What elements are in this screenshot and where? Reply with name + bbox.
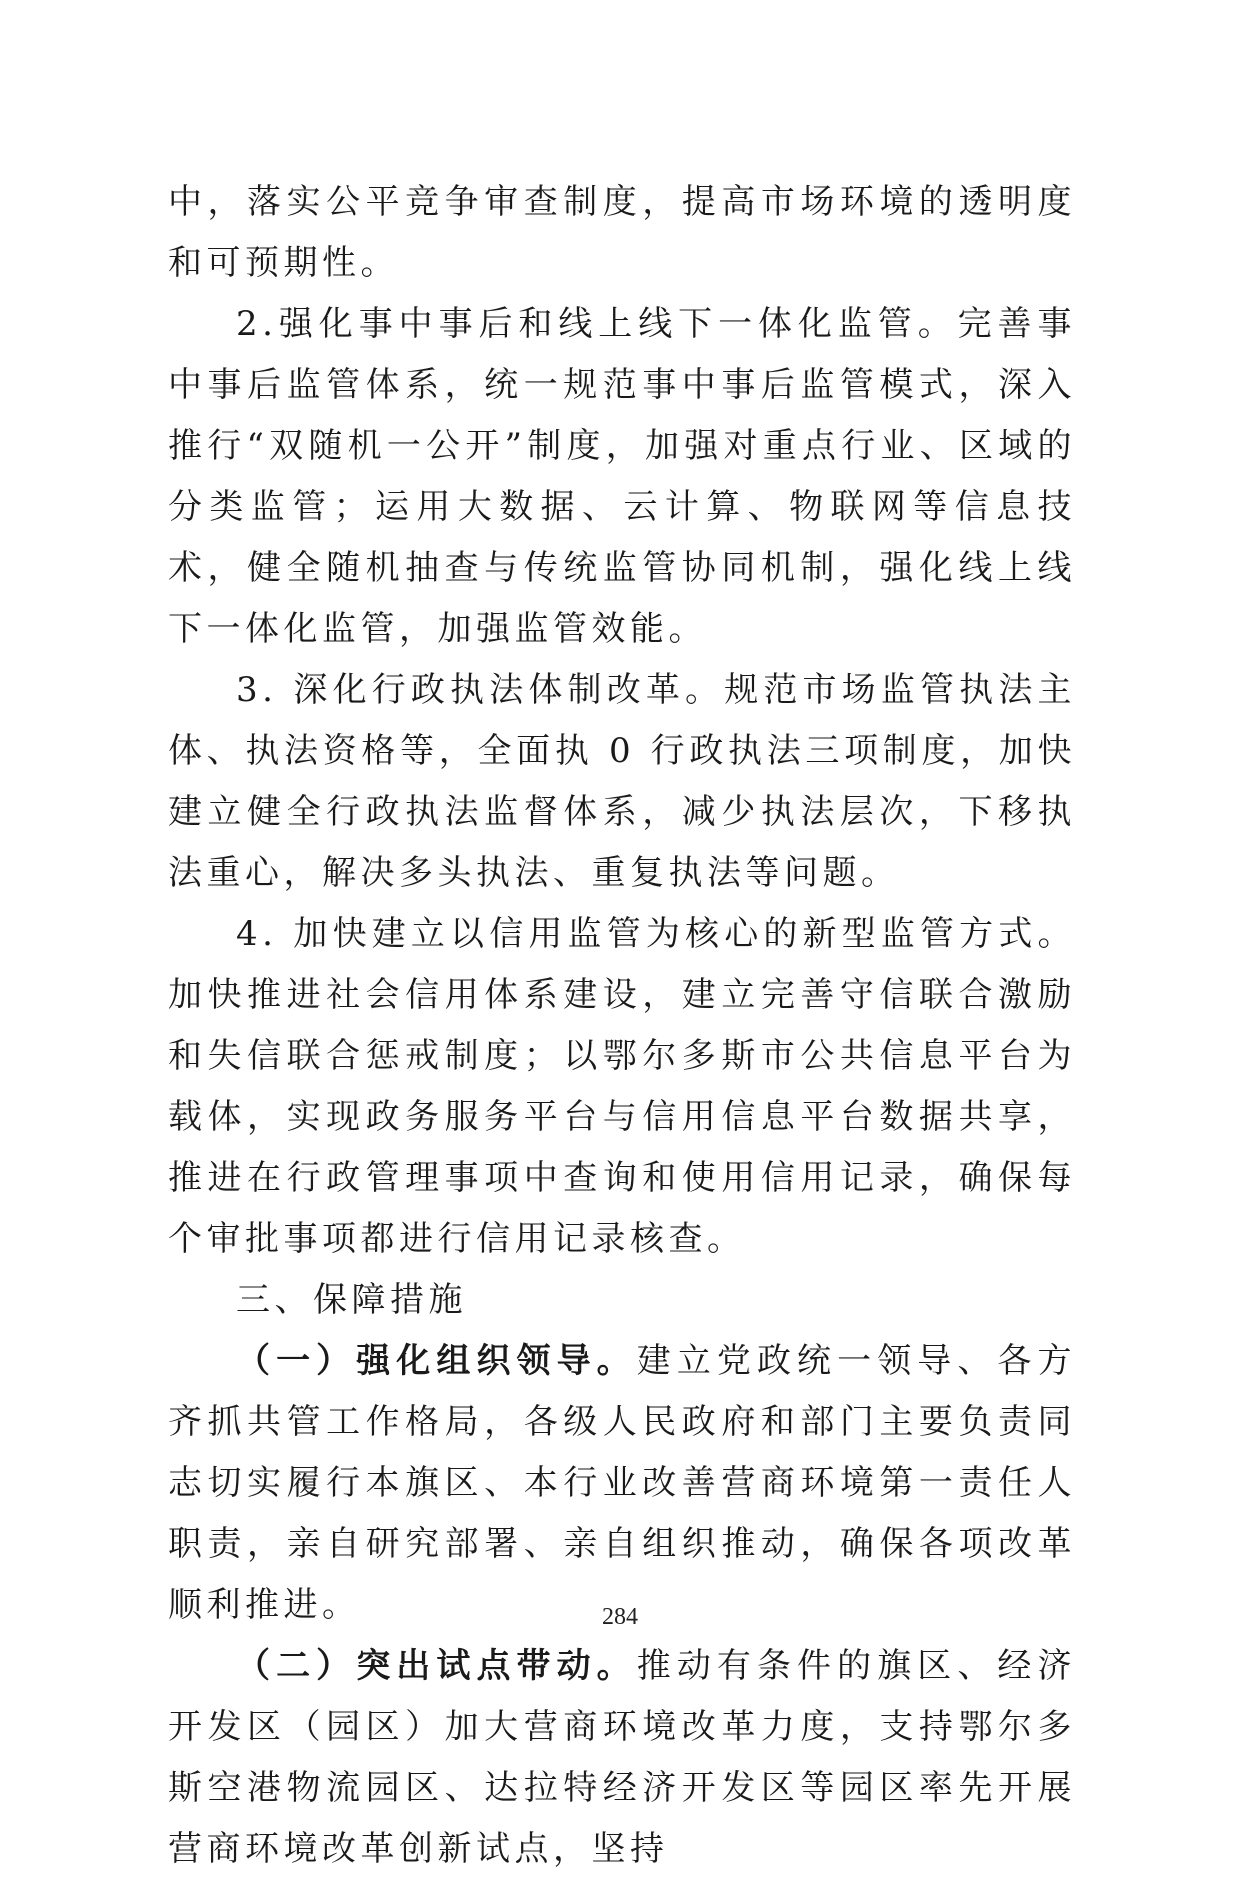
paragraph-item-3: 3. 深化行政执法体制改革。规范市场监管执法主体、执法资格等，全面执 0 行政执法三项制度，加快建立健全行政执法监督体系，减少执法层次，下移执法重心，解决多头执法、重复执法等问题。 <box>168 670 1076 893</box>
measure-1-text: 建立党政统一领导、各方齐抓共管工作格局，各级人民政府和部门主要负责同志切实履行本旗区、本行业改善营商环境第一责任人职责，亲自研究部署、亲自组织推动，确保各项改革顺利推进。 <box>168 1341 1076 1625</box>
paragraph-item-2: 2.强化事中事后和线上线下一体化监管。完善事中事后监管体系，统一规范事中事后监管模式，深入推行“双随机一公开”制度，加强对重点行业、区域的分类监管；运用大数据、云计算、物联网等信息技术，健全随机抽查与传统监管协同机制，强化线上线下一体化监管，加强监管效能。 <box>168 304 1076 649</box>
paragraph-item-4: 4. 加快建立以信用监管为核心的新型监管方式。加快推进社会信用体系建设，建立完善守信联合激励和失信联合惩戒制度；以鄂尔多斯市公共信息平台为载体，实现政务服务平台与信用信息平台数据共享，推进在行政管理事项中查询和使用信用记录，确保每个审批事项都进行信用记录核查。 <box>168 914 1076 1259</box>
paragraph-continuation: 中，落实公平竞争审查制度，提高市场环境的透明度和可预期性。 <box>168 182 1076 283</box>
measure-2-lead: （二）突出试点带动。 <box>236 1646 637 1686</box>
measure-1-lead: （一）强化组织领导。 <box>236 1341 637 1381</box>
measure-2-paragraph <box>168 1636 1076 1880</box>
section-heading: 三、保障措施 <box>236 1280 467 1320</box>
page-number: 284 <box>602 1604 638 1630</box>
measure-1-paragraph <box>168 1331 1076 1636</box>
measure-2-text: 推动有条件的旗区、经济开发区（园区）加大营商环境改革力度，支持鄂尔多斯空港物流园区、达拉特经济开发区等园区率先开展营商环境改革创新试点，坚持 <box>168 1646 1076 1869</box>
